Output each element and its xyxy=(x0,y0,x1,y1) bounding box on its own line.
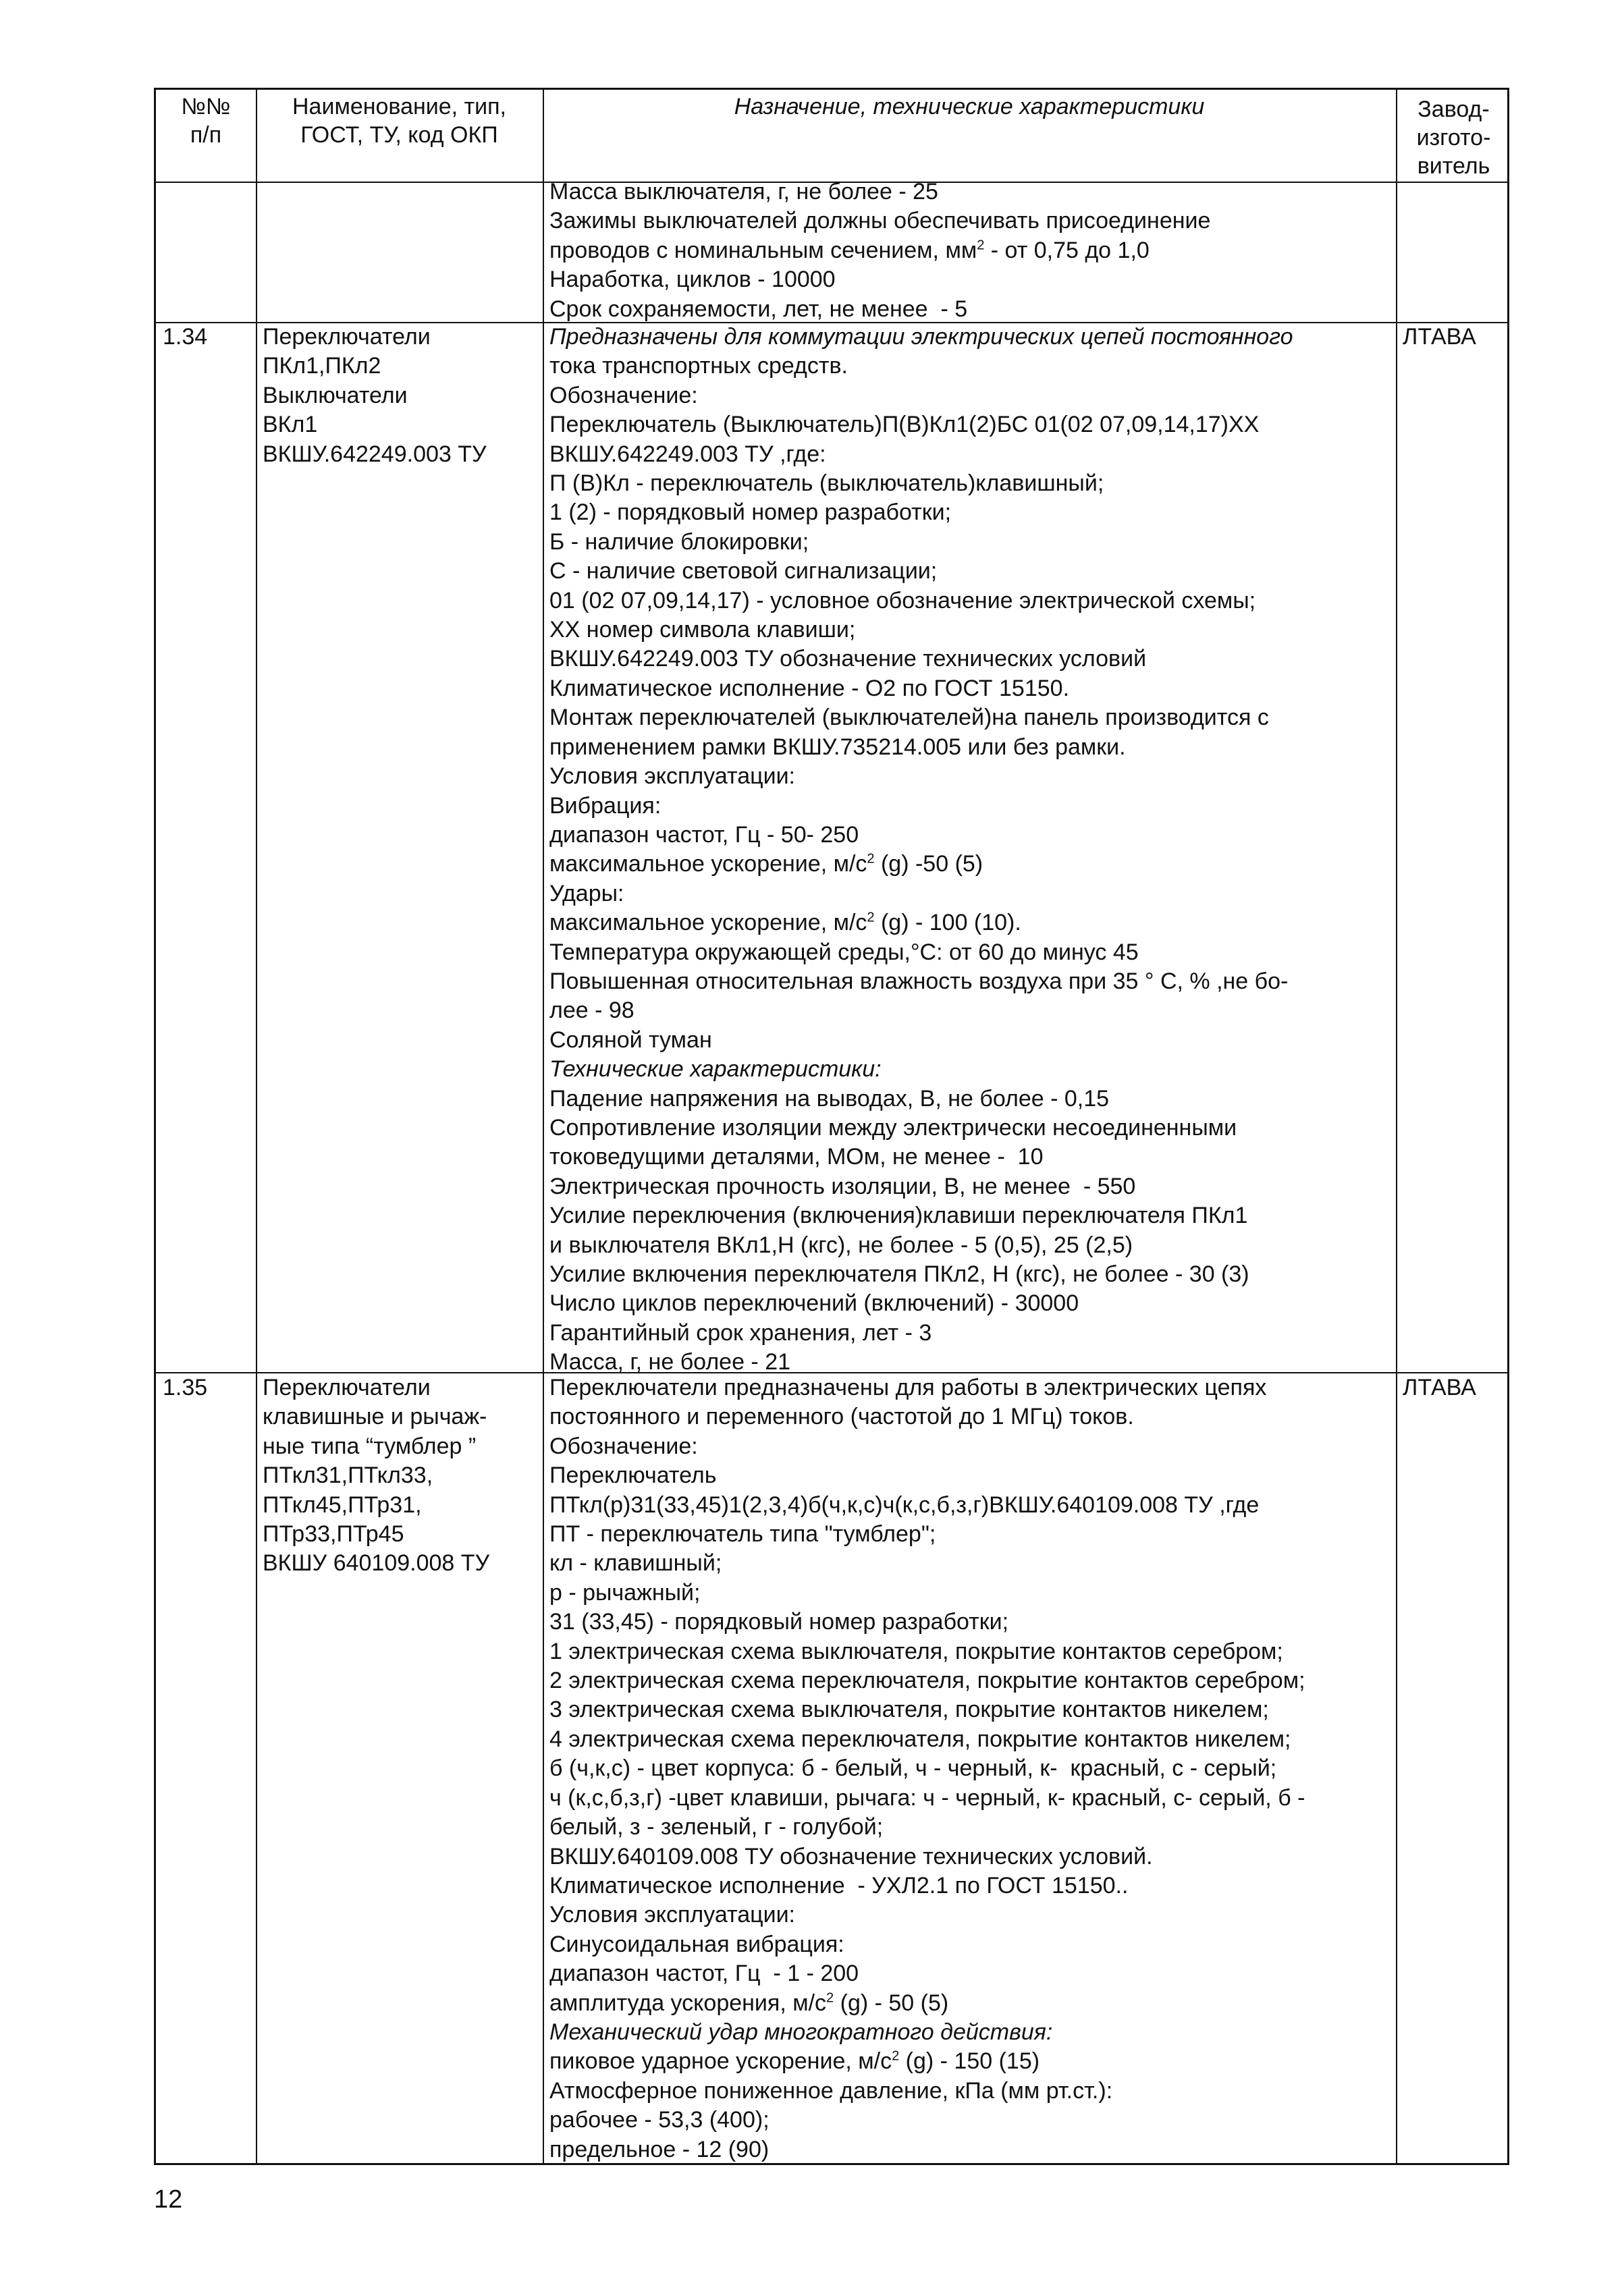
spec-line xyxy=(549,908,1293,937)
row-num: 1.35 xyxy=(163,1375,208,1400)
spec-line-suffix: (g) - 150 (15) xyxy=(899,2048,1040,2075)
spec-line-text: С - наличие световой сигнализации; xyxy=(549,558,938,584)
spec-line-text: Монтаж переключателей (выключателей)на панель производится с xyxy=(549,705,1269,731)
spec-line-text: Обозначение: xyxy=(549,1433,698,1459)
spec-line-text: 2 электрическая схема переключателя, покрытие контактов серебром; xyxy=(549,1668,1305,1694)
spec-line-text: Переключатель xyxy=(549,1463,717,1489)
spec-line xyxy=(549,1085,1293,1114)
superscript: 2 xyxy=(867,851,875,867)
spec-line xyxy=(549,528,1293,557)
spec-line-text: токоведущими деталями, МОм, не менее - 10 xyxy=(549,1144,1044,1170)
spec-line-text: ВКШУ.642249.003 ТУ ,где: xyxy=(549,441,826,467)
spec-line-text: Технические характеристики: xyxy=(549,1056,882,1083)
spec-line-text: ХХ номер символа клавиши; xyxy=(549,617,856,643)
spec-line xyxy=(549,645,1293,674)
spec-line-text: белый, з - зеленый, г - голубой; xyxy=(549,1814,884,1840)
spec-line-text: Переключатель (Выключатель)П(В)Кл1(2)БС 01(02 07,09,14,17)ХХ xyxy=(549,412,1260,438)
spec-line xyxy=(549,323,1293,352)
column-divider xyxy=(543,90,544,2163)
spec-line xyxy=(549,1260,1293,1289)
spec-line xyxy=(549,2018,1305,2047)
spec-line-suffix: - от 0,75 до 1,0 xyxy=(984,237,1150,263)
spec-line-text: и выключателя ВКл1,Н (кгс), не более - 5 (0,5), 25 (2,5) xyxy=(549,1232,1133,1258)
spec-line xyxy=(549,1402,1305,1431)
spec-line xyxy=(549,236,1210,265)
spec-line xyxy=(549,265,1210,294)
spec-line-text: Вибрация: xyxy=(549,792,662,819)
row-purpose xyxy=(549,1373,1305,2164)
spec-line xyxy=(549,2077,1305,2106)
spec-line-text: 1 (2) - порядковый номер разработки; xyxy=(549,499,952,526)
spec-line-text: Число циклов переключений (включений) - 30000 xyxy=(549,1290,1079,1317)
spec-line-text: Масса, г, не более - 21 xyxy=(549,1349,791,1375)
spec-line-text: диапазон частот, Гц - 50- 250 xyxy=(549,821,859,848)
spec-line xyxy=(549,177,1210,207)
header-name: Наименование, тип, ГОСТ, ТУ, код ОКП xyxy=(292,94,506,148)
spec-line-text: лее - 98 xyxy=(549,997,634,1024)
spec-line-text: амплитуда ускорения, м/с xyxy=(549,1990,827,2016)
spec-line xyxy=(549,616,1293,645)
spec-line xyxy=(549,2047,1305,2076)
spec-line xyxy=(549,1930,1305,1959)
spec-line-text: 4 электрическая схема переключателя, покрытие контактов никелем; xyxy=(549,1726,1291,1752)
spec-line xyxy=(549,1842,1305,1871)
spec-line-text: ВКШУ.640109.008 ТУ обозначение технических условий. xyxy=(549,1843,1153,1869)
spec-line xyxy=(549,410,1293,439)
spec-line xyxy=(549,1143,1293,1172)
spec-line xyxy=(549,1432,1305,1461)
spec-line-text: диапазон частот, Гц - 1 - 200 xyxy=(549,1961,859,1987)
spec-line xyxy=(549,1461,1305,1490)
spec-line-text: Б - наличие блокировки; xyxy=(549,528,809,555)
spec-line xyxy=(549,1959,1305,1988)
page-number: 12 xyxy=(154,2185,183,2214)
spec-line xyxy=(549,1989,1305,2018)
spec-line xyxy=(549,733,1293,762)
spec-line-text: Условия эксплуатации: xyxy=(549,1902,796,1928)
spec-line-text: Повышенная относительная влажность воздуха при 35 ° С, % ,не бо- xyxy=(549,968,1289,994)
column-divider xyxy=(1396,90,1397,2163)
spec-line xyxy=(549,295,1210,324)
spec-line xyxy=(549,1666,1305,1695)
spec-line xyxy=(549,967,1293,996)
spec-line-text: Сопротивление изоляции между электрически несоединенными xyxy=(549,1114,1237,1141)
spec-line xyxy=(549,1055,1293,1084)
spec-line-text: Атмосферное пониженное давление, кПа (мм рт.ст.): xyxy=(549,2077,1113,2104)
spec-line xyxy=(549,1319,1293,1348)
spec-line-text: 01 (02 07,09,14,17) - условное обозначение электрической схемы; xyxy=(549,587,1256,613)
spec-line-text: Падение напряжения на выводах, В, не более - 0,15 xyxy=(549,1085,1110,1112)
spec-line xyxy=(549,879,1293,908)
spec-line-text: 1 электрическая схема выключателя, покрытие контактов серебром; xyxy=(549,1638,1283,1664)
spec-line xyxy=(549,1114,1293,1143)
spec-line xyxy=(549,1579,1305,1608)
spec-line-text: Срок сохраняемости, лет, не менее - 5 xyxy=(549,296,968,322)
spec-line-text: Усилие переключения (включения)клавиши переключателя ПКл1 xyxy=(549,1203,1248,1229)
spec-line xyxy=(549,762,1293,791)
spec-table xyxy=(154,88,1509,2165)
spec-line xyxy=(549,2106,1305,2135)
row-name: Переключатели клавишные и рычаж- ные типа “тумблер ” ПТкл31,ПТкл33, ПТкл45,ПТр31, ПТр33,ПТр45 ВКШУ 640109.008 ТУ xyxy=(263,1375,490,1577)
spec-line-text: рабочее - 53,3 (400); xyxy=(549,2107,770,2133)
spec-line-text: Климатическое исполнение - УХЛ2.1 по ГОСТ 15150.. xyxy=(549,1872,1129,1898)
superscript: 2 xyxy=(867,910,875,925)
spec-line-text: Предназначены для коммутации электрических цепей постоянного xyxy=(549,324,1293,350)
spec-line-text: Температура окружающей среды,°С: от 60 до минус 45 xyxy=(549,939,1139,965)
column-divider xyxy=(256,90,257,2163)
spec-line-text: Зажимы выключателей должны обеспечивать присоединение xyxy=(549,208,1211,234)
spec-line xyxy=(549,1813,1305,1842)
row-num: 1.34 xyxy=(163,324,208,350)
spec-line-text: Удары: xyxy=(549,880,624,906)
spec-line-suffix: (g) - 100 (10). xyxy=(874,910,1021,936)
spec-line-text: Гарантийный срок хранения, лет - 3 xyxy=(549,1319,932,1346)
superscript: 2 xyxy=(977,238,985,253)
spec-line xyxy=(549,586,1293,616)
spec-line xyxy=(549,792,1293,821)
spec-line-text: тока транспортных средств. xyxy=(549,353,848,379)
header-num: №№ п/п xyxy=(181,94,231,148)
spec-line xyxy=(549,1520,1305,1549)
row-purpose xyxy=(549,323,1293,1377)
spec-line xyxy=(549,1549,1305,1578)
spec-line-text: Наработка, циклов - 10000 xyxy=(549,267,836,293)
superscript: 2 xyxy=(892,2049,900,2065)
spec-line-text: р - рычажный; xyxy=(549,1579,701,1606)
spec-line-suffix: (g) -50 (5) xyxy=(874,851,983,877)
spec-line xyxy=(549,557,1293,586)
spec-line xyxy=(549,703,1293,732)
spec-line xyxy=(549,1373,1305,1402)
spec-line xyxy=(549,1754,1305,1783)
spec-line-text: Синусоидальная вибрация: xyxy=(549,1931,844,1957)
header-maker: Завод- изгото- витель xyxy=(1416,97,1491,179)
spec-line-text: 3 электрическая схема выключателя, покрытие контактов никелем; xyxy=(549,1697,1269,1723)
spec-line xyxy=(549,1784,1305,1813)
spec-line xyxy=(549,1201,1293,1230)
spec-line xyxy=(549,938,1293,967)
spec-line xyxy=(549,1725,1305,1754)
spec-line xyxy=(549,821,1293,850)
spec-line-suffix: (g) - 50 (5) xyxy=(834,1990,949,2016)
spec-line xyxy=(549,674,1293,703)
spec-line-text: проводов с номинальным сечением, мм xyxy=(549,237,977,263)
spec-line xyxy=(549,498,1293,527)
spec-line xyxy=(549,2135,1305,2164)
row-maker: ЛТАВА xyxy=(1403,1375,1476,1400)
spec-line-text: ВКШУ.642249.003 ТУ обозначение технических условий xyxy=(549,646,1147,672)
row-maker: ЛТАВА xyxy=(1403,324,1476,350)
header-purpose: Назначение, технические характеристики xyxy=(734,94,1205,119)
spec-line-text: максимальное ускорение, м/с xyxy=(549,910,867,936)
spec-line-text: предельное - 12 (90) xyxy=(549,2136,770,2162)
spec-line-text: П (В)Кл - переключатель (выключатель)клавишный; xyxy=(549,470,1104,497)
spec-line xyxy=(549,207,1210,236)
spec-line-text: Условия эксплуатации: xyxy=(549,763,796,790)
spec-line xyxy=(549,1901,1305,1930)
spec-line-text: б (ч,к,с) - цвет корпуса: б - белый, ч - черный, к- красный, с - серый; xyxy=(549,1755,1277,1782)
spec-line-text: Климатическое исполнение - О2 по ГОСТ 15150. xyxy=(549,675,1070,701)
spec-line-text: максимальное ускорение, м/с xyxy=(549,851,867,877)
spec-line xyxy=(549,1637,1305,1666)
spec-line xyxy=(549,352,1293,381)
spec-line xyxy=(549,1289,1293,1318)
spec-line-text: 31 (33,45) - порядковый номер разработки; xyxy=(549,1609,1009,1635)
spec-line-text: Обозначение: xyxy=(549,382,698,408)
spec-line-text: Механический удар многократного действия: xyxy=(549,2019,1053,2045)
spec-line xyxy=(549,1026,1293,1055)
spec-line xyxy=(549,996,1293,1025)
spec-line xyxy=(549,1172,1293,1201)
spec-line xyxy=(549,440,1293,469)
spec-line-text: кл - клавишный; xyxy=(549,1550,722,1577)
spec-line-text: ч (к,с,б,з,г) -цвет клавиши, рычага: ч - черный, к- красный, с- серый, б - xyxy=(549,1784,1305,1811)
spec-line-text: Соляной туман xyxy=(549,1027,712,1053)
spec-line xyxy=(549,1491,1305,1520)
spec-line xyxy=(549,1608,1305,1637)
superscript: 2 xyxy=(826,1990,834,2006)
spec-line-text: Электрическая прочность изоляции, В, не менее - 550 xyxy=(549,1173,1136,1199)
spec-line xyxy=(549,469,1293,498)
spec-line-text: постоянного и переменного (частотой до 1 МГц) токов. xyxy=(549,1404,1134,1430)
row-purpose xyxy=(549,177,1210,324)
spec-line-text: ПТ - переключатель типа "тумблер"; xyxy=(549,1521,936,1548)
spec-line xyxy=(549,1695,1305,1724)
spec-line xyxy=(549,1231,1293,1260)
spec-line xyxy=(549,850,1293,879)
spec-line-text: ПТкл(р)31(33,45)1(2,3,4)б(ч,к,с)ч(к,с,б,з,г)ВКШУ.640109.008 ТУ ,где xyxy=(549,1492,1260,1518)
spec-line-text: Усилие включения переключателя ПКл2, Н (кгс), не более - 30 (3) xyxy=(549,1261,1249,1287)
spec-line-text: Масса выключателя, г, не более - 25 xyxy=(549,179,938,204)
spec-line xyxy=(549,381,1293,410)
row-name: Переключатели ПКл1,ПКл2 Выключатели ВКл1 ВКШУ.642249.003 ТУ xyxy=(263,324,487,467)
spec-line-text: Переключатели предназначены для работы в электрических цепях xyxy=(549,1375,1267,1400)
spec-line xyxy=(549,1871,1305,1901)
spec-line-text: применением рамки ВКШУ.735214.005 или без рамки. xyxy=(549,734,1126,760)
spec-line-text: пиковое ударное ускорение, м/с xyxy=(549,2048,892,2075)
